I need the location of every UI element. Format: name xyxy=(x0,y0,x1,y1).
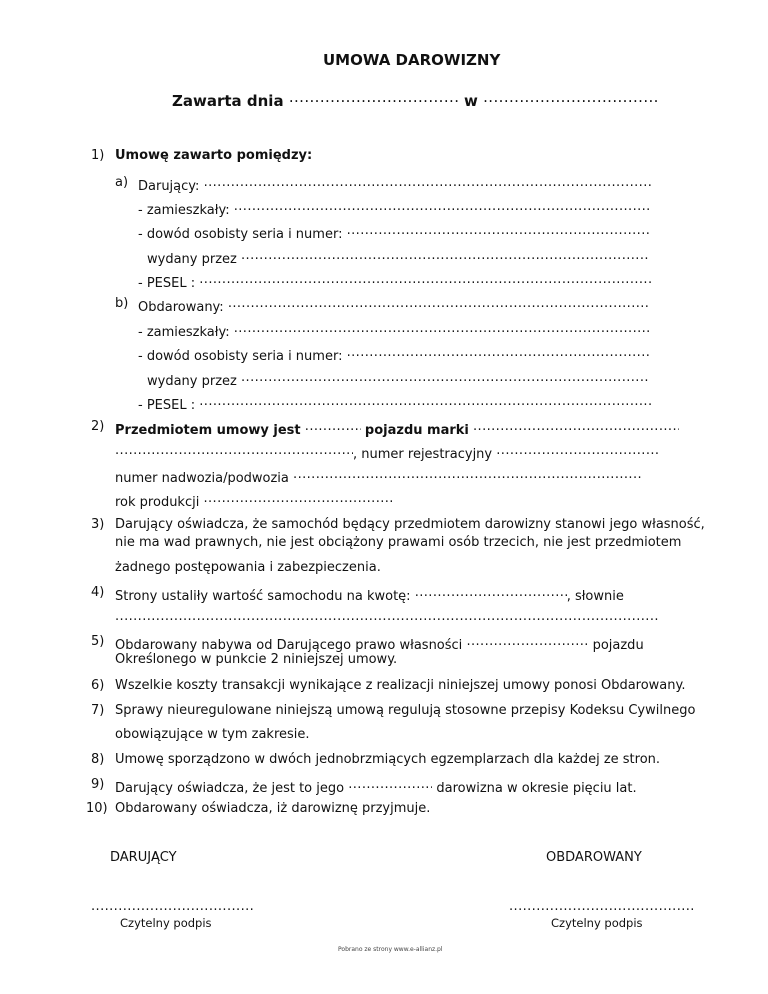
party-a-label: a) xyxy=(115,175,129,190)
section-10-number: 10) xyxy=(86,801,108,816)
section-9-text xyxy=(115,777,637,796)
section-3-line-2: nie ma wad prawnych, nie jest obciążony prawami osób trzecich, nie jest przedmiotem xyxy=(115,535,682,550)
section-8-text: Umowę sporządzono w dwóch jednobrzmiących egzemplarzach dla każdej ze stron. xyxy=(115,752,661,767)
residence-blank xyxy=(234,321,650,336)
donor-blank xyxy=(204,175,652,190)
id-label: - dowód osobisty seria i numer: xyxy=(138,227,343,242)
recipient-pesel-line xyxy=(138,394,653,413)
value-blank xyxy=(415,585,567,600)
in-words-blank xyxy=(115,609,660,624)
section-7-line-2: obowiązujące w tym zakresie. xyxy=(115,727,310,742)
vehicle-make-blank xyxy=(473,419,679,434)
residence-label: - zamieszkały: xyxy=(138,325,230,340)
id-label: - dowód osobisty seria i numer: xyxy=(138,349,343,364)
section-5-line-2: Określonego w punkcie 2 niniejszej umowy. xyxy=(115,652,398,667)
document-title: UMOWA DAROWIZNY xyxy=(323,51,501,69)
donation-statement-label: Darujący oświadcza, że jest to jego xyxy=(115,781,345,796)
recipient-issued-line xyxy=(147,370,649,389)
pesel-label: - PESEL : xyxy=(138,398,196,413)
section-1-heading: Umowę zawarto pomiędzy: xyxy=(115,148,313,163)
party-b-label: b) xyxy=(115,296,129,311)
section-10-text: Obdarowany oświadcza, iż darowiznę przyjmuje. xyxy=(115,801,431,816)
registration-label: , numer rejestracyjny xyxy=(353,447,493,462)
issued-blank xyxy=(241,248,649,263)
donor-signature-label: DARUJĄCY xyxy=(110,850,177,865)
in-words-label: , słownie xyxy=(566,589,624,604)
recipient-line xyxy=(138,296,650,315)
section-4-line-2 xyxy=(115,609,660,628)
section-7-number: 7) xyxy=(91,703,105,718)
donor-label: Darujący: xyxy=(138,179,200,194)
section-2-line-2 xyxy=(115,443,658,462)
year-label: rok produkcji xyxy=(115,495,200,510)
recipient-blank xyxy=(228,296,650,311)
section-3-line-1: Darujący oświadcza, że samochód będący przedmiotem darowizny stanowi jego własność, xyxy=(115,517,705,532)
value-label: Strony ustaliły wartość samochodu na kwotę: xyxy=(115,589,411,604)
subject-blank xyxy=(305,419,361,434)
section-6-text: Wszelkie koszty transakcji wynikające z realizacji niniejszej umowy ponosi Obdarowany. xyxy=(115,678,686,693)
registration-blank xyxy=(496,443,658,458)
section-3-number: 3) xyxy=(91,517,105,532)
section-8-number: 8) xyxy=(91,752,105,767)
recipient-residence-line xyxy=(138,321,650,340)
section-5-line-1 xyxy=(115,634,644,653)
vin-blank xyxy=(293,467,643,482)
document-subtitle xyxy=(172,88,658,110)
recipient-id-line xyxy=(138,345,651,364)
section-2-line-1 xyxy=(115,419,679,438)
section-2-number: 2) xyxy=(91,419,105,434)
donor-line xyxy=(138,175,652,194)
issued-label: wydany przez xyxy=(147,374,237,389)
section-3-line-3: żadnego postępowania i zabezpieczenia. xyxy=(115,560,381,575)
residence-blank xyxy=(234,199,650,214)
donation-count-blank xyxy=(348,777,432,792)
id-blank xyxy=(347,223,651,238)
donor-pesel-line xyxy=(138,272,653,291)
subtitle-place-label: w xyxy=(464,92,478,110)
issued-blank xyxy=(241,370,649,385)
footer-source: Pobrano ze strony www.e-allianz.pl xyxy=(338,946,443,953)
donor-signature-caption: Czytelny podpis xyxy=(120,916,212,930)
subject-label: Przedmiotem umowy jest xyxy=(115,423,301,438)
pesel-label: - PESEL : xyxy=(138,276,196,291)
ownership-blank xyxy=(466,634,588,649)
date-blank xyxy=(289,88,459,106)
residence-label: - zamieszkały: xyxy=(138,203,230,218)
id-blank xyxy=(347,345,651,360)
issued-label: wydany przez xyxy=(147,252,237,267)
vehicle-make-label: pojazdu marki xyxy=(364,423,469,438)
section-5-number: 5) xyxy=(91,634,105,649)
donation-period-label: darowizna w okresie pięciu lat. xyxy=(436,781,637,796)
section-6-number: 6) xyxy=(91,678,105,693)
section-9-number: 9) xyxy=(91,777,105,792)
section-2-line-3 xyxy=(115,467,643,486)
year-blank xyxy=(203,491,395,506)
donor-residence-line xyxy=(138,199,650,218)
pesel-blank xyxy=(199,394,653,409)
section-4-line-1 xyxy=(115,585,624,604)
vin-label: numer nadwozia/podwozia xyxy=(115,471,289,486)
vehicle-label: pojazdu xyxy=(592,638,644,653)
recipient-label: Obdarowany: xyxy=(138,300,224,315)
section-7-line-1: Sprawy nieuregulowane niniejszą umową regulują stosowne przepisy Kodeksu Cywilnego xyxy=(115,703,696,718)
make-continued-blank xyxy=(115,443,353,458)
place-blank xyxy=(483,88,658,106)
donor-id-line xyxy=(138,223,651,242)
ownership-label: Obdarowany nabywa od Darującego prawo własności xyxy=(115,638,463,653)
donor-issued-line xyxy=(147,248,649,267)
subtitle-date-label: Zawarta dnia xyxy=(172,92,284,110)
section-4-number: 4) xyxy=(91,585,105,600)
recipient-signature-label: OBDAROWANY xyxy=(546,850,642,865)
recipient-signature-caption: Czytelny podpis xyxy=(551,916,643,930)
pesel-blank xyxy=(199,272,653,287)
section-1-number: 1) xyxy=(91,148,105,163)
section-2-line-4 xyxy=(115,491,395,510)
